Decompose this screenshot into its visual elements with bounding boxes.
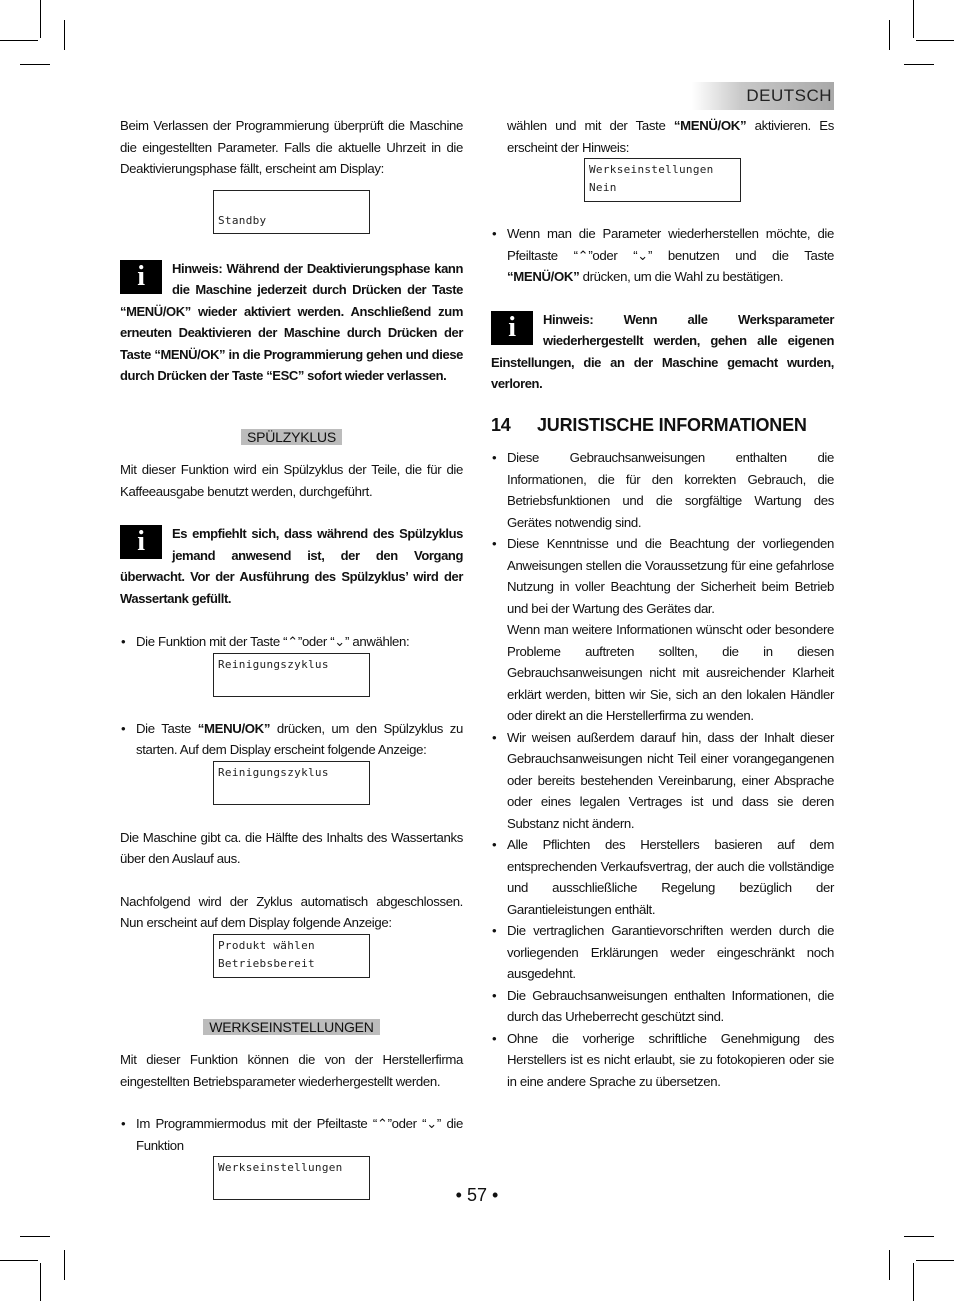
section-title-text: SPÜLZYKLUS bbox=[241, 429, 342, 445]
display-text: Reinigungszyklus bbox=[218, 765, 329, 779]
note-text: Hinweis: Während der Deaktivierungsphase kann die Maschine jederzeit durch Drücken der Taste “MENÜ/OK” wieder aktiviert werden. Anschließend zum erneuten Deaktivieren der Maschine durch Drücken der Taste “MENÜ/OK” in die Programmierung gehen und diese durch Drücken der Taste “ESC” sofort wieder verlassen. bbox=[120, 260, 463, 383]
step-text: drücken, um den Spülzyklus zu starten. Auf dem Display erscheint folgende Anzeige: bbox=[136, 720, 463, 757]
step-text: Die Taste bbox=[136, 720, 198, 736]
restore-steps bbox=[491, 223, 834, 288]
list-item bbox=[120, 718, 463, 805]
info-note bbox=[491, 309, 834, 395]
crop-mark bbox=[889, 20, 890, 50]
list-item bbox=[120, 631, 463, 697]
crop-mark bbox=[40, 0, 41, 38]
list-item: • Alle Pflichten des Herstellers basieren auf dem entsprechenden Verkaufsvertrag, der auch die vollständige und ausschließliche Regelung bezüglich der Garantieleistungen enthält. bbox=[491, 834, 834, 920]
legal-list bbox=[491, 447, 834, 1092]
list-item: • Ohne die vorherige schriftliche Genehmigung des Herstellers ist es nicht erlaubt, sie zu fotokopieren oder sie in eine andere Sprache zu übersetzen. bbox=[491, 1028, 834, 1093]
half-tank-paragraph: Die Maschine gibt ca. die Hälfte des Inhalts des Wassertanks über den Auslauf aus. bbox=[120, 829, 463, 866]
list-item: • Die vertraglichen Garantievorschriften werden durch die vorliegenden Erklärungen weder eingeschränkt noch ausgedehnt. bbox=[491, 920, 834, 985]
step-text: Im Programmiermodus mit der Pfeiltaste “⌃”oder “⌄” die Funktion bbox=[136, 1116, 463, 1153]
crop-mark bbox=[40, 1263, 41, 1301]
step-text: drücken, um die Wahl zu bestätigen. bbox=[579, 269, 784, 284]
display-line: Produkt wählen bbox=[218, 938, 315, 952]
factory-description: Mit dieser Funktion können die von der Herstellerfirma eingestellten Betriebsparameter wiederhergestellt werden. bbox=[120, 1052, 463, 1089]
crop-mark bbox=[0, 40, 38, 41]
crop-mark bbox=[0, 1260, 38, 1261]
list-item: • Diese Gebrauchsanweisungen enthalten die Informationen, die für den korrekten Gebrauch, die Betriebsfunktionen und die sorgfältige Wartung des Gerätes notwendig sind. bbox=[491, 447, 834, 533]
display-line: Werkseinstellungen bbox=[589, 163, 714, 176]
section-title-factory bbox=[120, 1017, 463, 1039]
legal-text: Diese Kenntnisse und die Beachtung der vorliegenden Anweisungen stellen die Voraussetzung für eine gefahrlose Nutzung in voller Beachtung der Sicherheit beim Betrieb und bei der Wartung des Gerätes dar. bbox=[507, 536, 834, 616]
auto-end-paragraph: Nachfolgend wird der Zyklus automatisch abgeschlossen. Nun erscheint auf dem Display folgende Anzeige: bbox=[120, 893, 463, 930]
display-standby bbox=[213, 190, 370, 234]
page-number: • 57 • bbox=[455, 1185, 499, 1205]
rinse-description: Mit dieser Funktion wird ein Spülzyklus der Teile, die für die Kaffeeausgabe benutzt werden, durchgeführt. bbox=[120, 462, 463, 499]
display-rinse bbox=[213, 761, 370, 805]
legal-text: Wenn man weitere Informationen wünscht oder besondere Probleme auftreten sollten, die in diesen Gebrauchsanweisungen nicht mit ausreichender Klarheit erklärt werden, bitten wir Sie, sich an den lokalen Händler oder direkt an die Herstellerfirma zu wenden. bbox=[507, 622, 834, 723]
crop-mark bbox=[64, 20, 65, 50]
right-column bbox=[491, 115, 834, 1092]
crop-mark bbox=[64, 1250, 65, 1280]
key-label: “MENÜ/OK” bbox=[673, 118, 747, 133]
chapter-title: JURISTISCHE INFORMATIONEN bbox=[537, 414, 807, 435]
rinse-steps bbox=[120, 631, 463, 805]
info-note bbox=[120, 258, 463, 387]
list-item: • Die Gebrauchsanweisungen enthalten Informationen, die durch das Urheberrecht geschützt sind. bbox=[491, 985, 834, 1028]
language-tab bbox=[692, 82, 834, 110]
section-title-text: WERKSEINSTELLUNGEN bbox=[203, 1019, 379, 1035]
crop-mark bbox=[913, 1263, 914, 1301]
display-line: Betriebsbereit bbox=[218, 956, 315, 970]
note-text: Hinweis: Wenn alle Werksparameter wiederhergestellt werden, gehen alle eigenen Einstellungen, die an der Maschine gemacht wurden, verloren. bbox=[491, 311, 834, 391]
display-factory-no bbox=[584, 158, 741, 202]
crop-mark bbox=[889, 1250, 890, 1280]
chapter-number: 14 bbox=[491, 414, 511, 435]
section-title-rinse bbox=[120, 427, 463, 449]
left-column bbox=[120, 115, 463, 1200]
language-label: DEUTSCH bbox=[746, 86, 832, 105]
step-text: wählen und mit der Taste bbox=[507, 118, 674, 133]
key-label: “MENU/OK” bbox=[197, 720, 271, 736]
info-icon: i bbox=[120, 525, 162, 559]
crop-mark bbox=[916, 1260, 954, 1261]
crop-mark bbox=[913, 0, 914, 38]
step-text: Wenn man die Parameter wiederherstellen möchte, die Pfeiltaste “⌃”oder “⌄” benutzen und die Taste bbox=[507, 226, 834, 263]
display-ready bbox=[213, 934, 370, 978]
crop-mark bbox=[916, 40, 954, 41]
crop-mark bbox=[20, 64, 50, 65]
crop-mark bbox=[904, 64, 934, 65]
info-note bbox=[120, 523, 463, 609]
crop-mark bbox=[904, 1236, 934, 1237]
display-text: Werkseinstellungen bbox=[218, 1161, 343, 1174]
display-text: Reinigungszyklus bbox=[218, 657, 329, 671]
continuation-paragraph bbox=[491, 115, 834, 158]
intro-paragraph: Beim Verlassen der Programmierung überprüft die Maschine die eingestellten Parameter. Falls die aktuelle Uhrzeit in die Deaktivierungsphase fällt, erscheint am Display: bbox=[120, 118, 463, 176]
note-text: Es empfiehlt sich, dass während des Spülzyklus jemand anwesend ist, der den Vorgang überwacht. Vor der Ausführung des Spülzyklus’ wird der Wassertank gefüllt. bbox=[120, 526, 463, 606]
chapter-heading bbox=[491, 415, 834, 437]
info-icon: i bbox=[120, 260, 162, 294]
info-icon: i bbox=[491, 311, 533, 345]
step-text: aktivieren. Es erscheint der Hinweis: bbox=[507, 118, 834, 155]
display-line: Nein bbox=[589, 181, 617, 194]
display-rinse bbox=[213, 653, 370, 697]
list-item bbox=[491, 223, 834, 288]
list-item: • Wir weisen außerdem darauf hin, dass der Inhalt dieser Gebrauchsanweisungen nicht Teil einer vorangegangenen oder bereits bestehenden Vereinbarung, einer Absprache oder eines legalen Vertrages ist und dass sie deren Substanz nicht ändern. bbox=[491, 727, 834, 835]
display-text: Standby bbox=[218, 213, 267, 227]
list-item bbox=[491, 533, 834, 727]
key-label: “MENÜ/OK” bbox=[507, 269, 580, 284]
crop-mark bbox=[20, 1236, 50, 1237]
step-text: Die Funktion mit der Taste “⌃”oder “⌄” anwählen: bbox=[136, 634, 410, 649]
